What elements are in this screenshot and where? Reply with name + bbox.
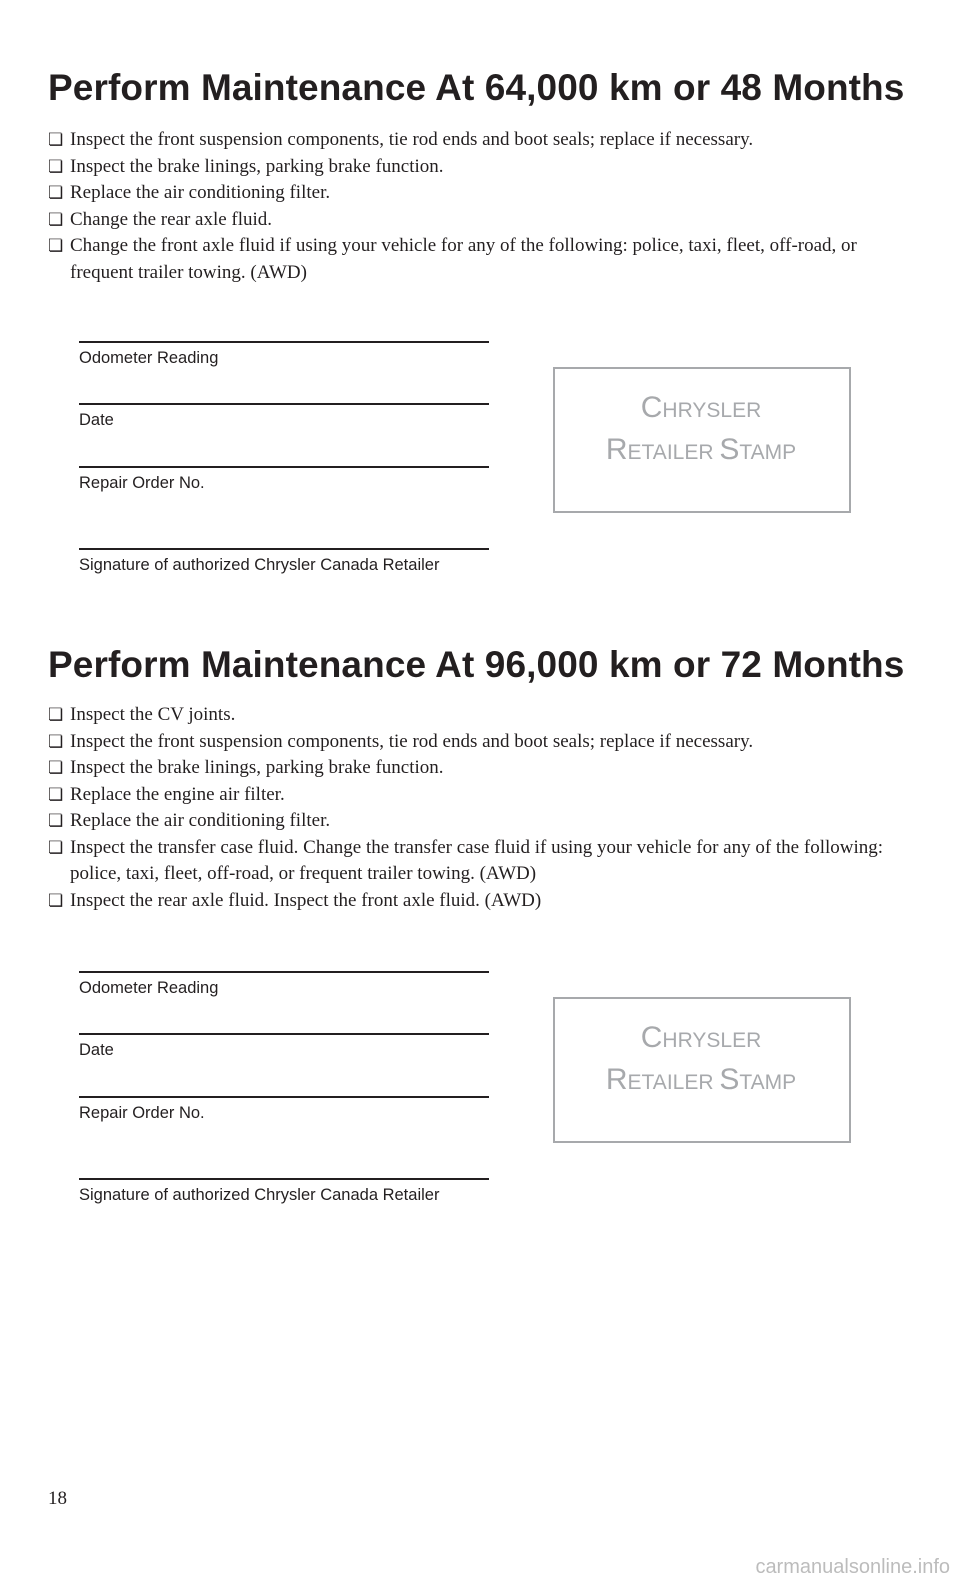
signature-line — [79, 548, 489, 550]
checklist-item — [48, 154, 908, 181]
signature-line — [79, 1096, 489, 1098]
retailer-stamp-text — [555, 999, 848, 1140]
retailer-signature-label: Signature of authorized Chrysler Canada Retailer — [79, 556, 440, 574]
checkbox-icon[interactable]: ❏ — [48, 837, 64, 857]
checklist-item — [48, 729, 908, 756]
stamp-line-2: RETAILER STAMP — [605, 433, 797, 466]
checklist-item — [48, 233, 908, 286]
date-label: Date — [79, 1041, 114, 1059]
page-number: 18 — [48, 1488, 67, 1509]
checkbox-icon[interactable]: ❏ — [48, 183, 64, 202]
checkbox-icon[interactable]: ❏ — [48, 731, 64, 751]
checklist-item — [48, 180, 908, 207]
checkbox-icon[interactable]: ❏ — [48, 811, 64, 830]
section-2-title: Perform Maintenance At 96,000 km or 72 Months — [48, 644, 905, 685]
checklist-item-text: Inspect the CV joints. — [70, 704, 236, 725]
checklist-item — [48, 808, 908, 835]
checkbox-icon[interactable]: ❏ — [48, 236, 64, 255]
date-label: Date — [79, 411, 114, 429]
checkbox-icon[interactable]: ❏ — [48, 784, 64, 804]
checklist-item — [48, 207, 908, 234]
checklist-item-text: Inspect the brake linings, parking brake function. — [70, 757, 444, 778]
checklist-item-text: Inspect the front suspension components, tie rod ends and boot seals; replace if necessary. — [70, 730, 754, 752]
signature-line — [79, 1178, 489, 1180]
section-1-checklist — [48, 127, 908, 286]
odometer-field[interactable] — [79, 971, 489, 999]
checklist-item-text: Inspect the transfer case fluid. Change the transfer case fluid if using your vehicle for any of the following: police, taxi, fleet, off-road, or frequent trailer towing. (AWD) — [70, 836, 884, 884]
repair-order-label: Repair Order No. — [79, 1104, 205, 1122]
odometer-label: Odometer Reading — [79, 979, 219, 997]
signature-line — [79, 466, 489, 468]
retailer-signature-field[interactable] — [79, 1178, 489, 1206]
checklist-item-text: Inspect the rear axle fluid. Inspect the front axle fluid. (AWD) — [70, 889, 542, 911]
odometer-field[interactable] — [79, 341, 489, 369]
date-field[interactable] — [79, 403, 489, 431]
signature-line — [79, 403, 489, 405]
date-field[interactable] — [79, 1033, 489, 1061]
retailer-stamp-box — [553, 367, 851, 513]
checkbox-icon[interactable]: ❏ — [48, 705, 64, 724]
repair-order-field[interactable] — [79, 466, 489, 494]
retailer-signature-label: Signature of authorized Chrysler Canada Retailer — [79, 1186, 440, 1204]
signature-line — [79, 971, 489, 973]
retailer-stamp-box — [553, 997, 851, 1143]
checklist-item — [48, 702, 908, 729]
checklist-item-text: Inspect the front suspension components, tie rod ends and boot seals; replace if necessary. — [70, 129, 754, 150]
checklist-item-text: Replace the air conditioning filter. — [70, 182, 331, 203]
checkbox-icon[interactable]: ❏ — [48, 758, 64, 777]
stamp-line-1: CHRYSLER — [640, 1021, 762, 1054]
repair-order-label: Repair Order No. — [79, 474, 205, 492]
signature-line — [79, 1033, 489, 1035]
retailer-signature-field[interactable] — [79, 548, 489, 576]
checkbox-icon[interactable]: ❏ — [48, 156, 64, 176]
checklist-item — [48, 888, 908, 915]
checklist-item — [48, 782, 908, 809]
checklist-item-text: Inspect the brake linings, parking brake function. — [70, 155, 444, 177]
retailer-stamp-text — [555, 369, 848, 510]
odometer-label: Odometer Reading — [79, 349, 219, 367]
checkbox-icon[interactable]: ❏ — [48, 209, 64, 229]
checklist-item — [48, 835, 908, 888]
checkbox-icon[interactable]: ❏ — [48, 130, 64, 149]
stamp-line-2: RETAILER STAMP — [605, 1063, 797, 1096]
checklist-item-text: Change the front axle fluid if using your vehicle for any of the following: police, taxi, fleet, off-road, or frequent trailer towing. (AWD) — [70, 235, 857, 283]
checklist-item-text: Replace the air conditioning filter. — [70, 810, 331, 831]
checklist-item-text: Change the rear axle fluid. — [70, 208, 273, 230]
signature-line — [79, 341, 489, 343]
section-2-checklist — [48, 702, 908, 914]
watermark: carmanualsonline.info — [755, 1556, 950, 1578]
checkbox-icon[interactable]: ❏ — [48, 890, 64, 910]
checklist-item — [48, 755, 908, 782]
repair-order-field[interactable] — [79, 1096, 489, 1124]
section-1-title: Perform Maintenance At 64,000 km or 48 Months — [48, 67, 905, 108]
stamp-line-1: CHRYSLER — [640, 391, 762, 424]
checklist-item-text: Replace the engine air filter. — [70, 783, 285, 805]
checklist-item — [48, 127, 908, 154]
